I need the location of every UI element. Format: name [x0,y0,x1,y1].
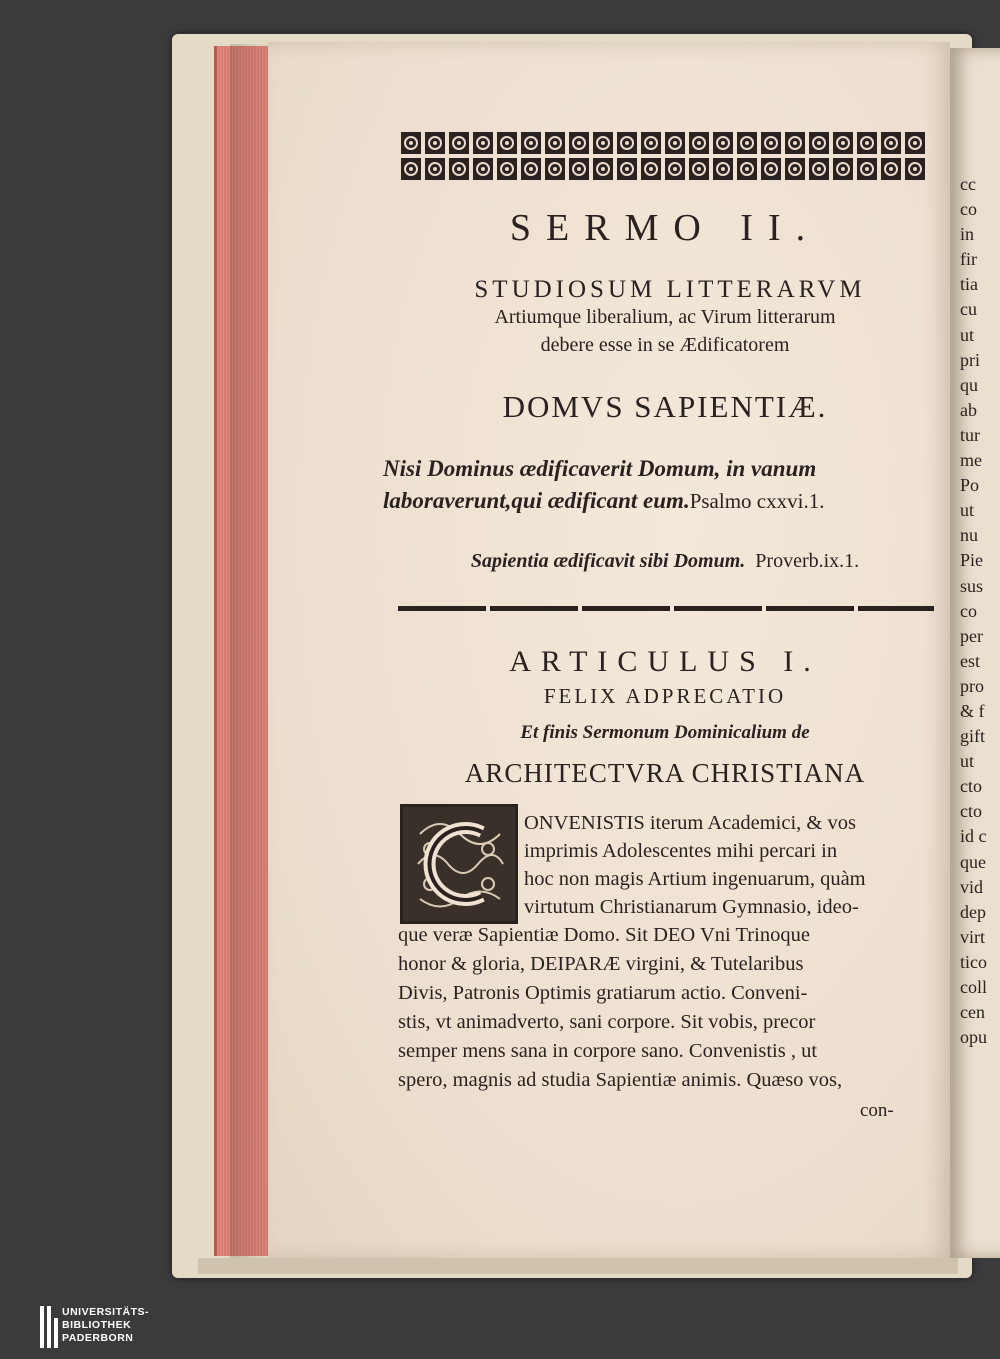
facing-page-fragment: dep [960,901,986,922]
facing-page-fragment: cto [960,801,982,822]
body-line-9: semper mens sana in corpore sano. Convenistis , ut [398,1040,818,1062]
book-bottom-edge [198,1258,958,1274]
facing-page-fragment: & f [960,700,985,721]
body-line-8: stis, vt animadverto, sani corpore. Sit vobis, precor [398,1011,816,1033]
facing-page-fragment: sus [960,575,984,596]
page-gutter-shadow [230,44,270,1258]
proverb-quote-text: Sapientia ædificavit sibi Domum. [470,550,746,572]
facing-page-fragment: cen [960,1002,985,1023]
facing-page-fragment: est [960,650,980,671]
facing-page-text [960,172,987,1050]
facing-page-fragment: Pie [960,550,984,571]
library-logo-text [62,1306,149,1345]
facing-page-fragment: virt [960,926,985,947]
facing-page-fragment: in [960,224,975,245]
body-line-2: imprimis Adolescentes mihi percari in [524,840,838,862]
body-line-5: que veræ Sapientiæ Domo. Sit DEO Vni Trinoque [398,924,810,946]
facing-page-fragment: fir [960,249,977,270]
domus-sapientiae-heading: DOMVS SAPIENTIÆ. [502,389,828,424]
facing-page-fragment: co [960,199,977,220]
facing-page-fragment: gift [960,726,985,747]
facing-page-fragment: ut [960,324,975,345]
logo-line-1: UNIVERSITÄTS- [62,1306,150,1318]
logo-line-3: PADERBORN [62,1332,134,1344]
facing-page-fragment: ut [960,751,975,772]
facing-page-fragment: pri [960,349,980,370]
decorated-initial-c-icon [400,804,518,924]
facing-page-fragment: id c [960,826,987,847]
facing-page-fragment: Po [960,475,980,496]
facing-page-fragment: tur [960,424,980,445]
article-subheading-3: ARCHITECTVRA CHRISTIANA [464,758,866,788]
psalm-reference: Psalmo cxxvi.1. [689,489,825,513]
psalm-quote-line-2 [383,488,824,514]
body-line-7: Divis, Patronis Optimis gratiarum actio. Conveni- [398,982,808,1004]
proverb-reference: Proverb.ix.1. [755,550,860,572]
catchword: con- [860,1100,894,1121]
facing-page-fragment: pro [960,675,984,696]
decorative-head-band [397,128,931,184]
psalm-quote-line-1: Nisi Dominus ædificaverit Domum, in vanum [383,456,817,481]
facing-page-fragment: opu [960,1027,987,1048]
article-subheading-2: Et finis Sermonum Dominicalium de [520,722,810,743]
article-subheading-1: FELIX ADPRECATIO [543,684,787,708]
body-line-6: honor & gloria, DEIPARÆ virgini, & Tutelaribus [398,953,804,975]
subtitle-line-1: STUDIOSUM LITTERARVM [474,276,866,303]
facing-page-fragment: cu [960,299,977,320]
facing-page-fragment: vid [960,876,984,897]
facing-page-fragment: per [960,625,983,646]
subtitle-line-3: debere esse in se Ædificatorem [540,334,790,356]
body-line-1: ONVENISTIS iterum Academici, & vos [524,812,856,834]
facing-page-fragment: tia [960,274,978,295]
sermon-heading: SERMO II. [509,207,821,249]
psalm-quote-text: laboraverunt,qui ædificant eum. [383,488,690,513]
facing-page-fragment: cto [960,776,982,797]
body-line-10: spero, magnis ad studia Sapientiæ animis. Quæso vos, [398,1069,843,1091]
body-line-3: hoc non magis Artium ingenuarum, quàm [524,868,866,890]
facing-page-fragment: tico [960,951,987,972]
facing-page-fragment: que [960,851,986,872]
facing-page-fragment: cc [960,174,976,194]
facing-page-fragment: co [960,600,977,621]
facing-page-fragment: ut [960,500,975,521]
subtitle-line-2: Artiumque liberalium, ac Virum litterarum [494,306,836,328]
facing-page-fragment: qu [960,374,978,395]
facing-page-fragment: coll [960,977,987,997]
body-line-4: virtutum Christianarum Gymnasio, ideo- [524,896,859,918]
proverb-quote [395,550,935,573]
facing-page-fragment: me [960,450,982,471]
section-divider-rule [398,606,934,611]
article-heading: ARTICULUS I. [509,645,821,678]
logo-line-2: BIBLIOTHEK [62,1319,132,1331]
facing-page-fragment: ab [960,399,977,420]
facing-page-fragment: nu [960,525,978,546]
